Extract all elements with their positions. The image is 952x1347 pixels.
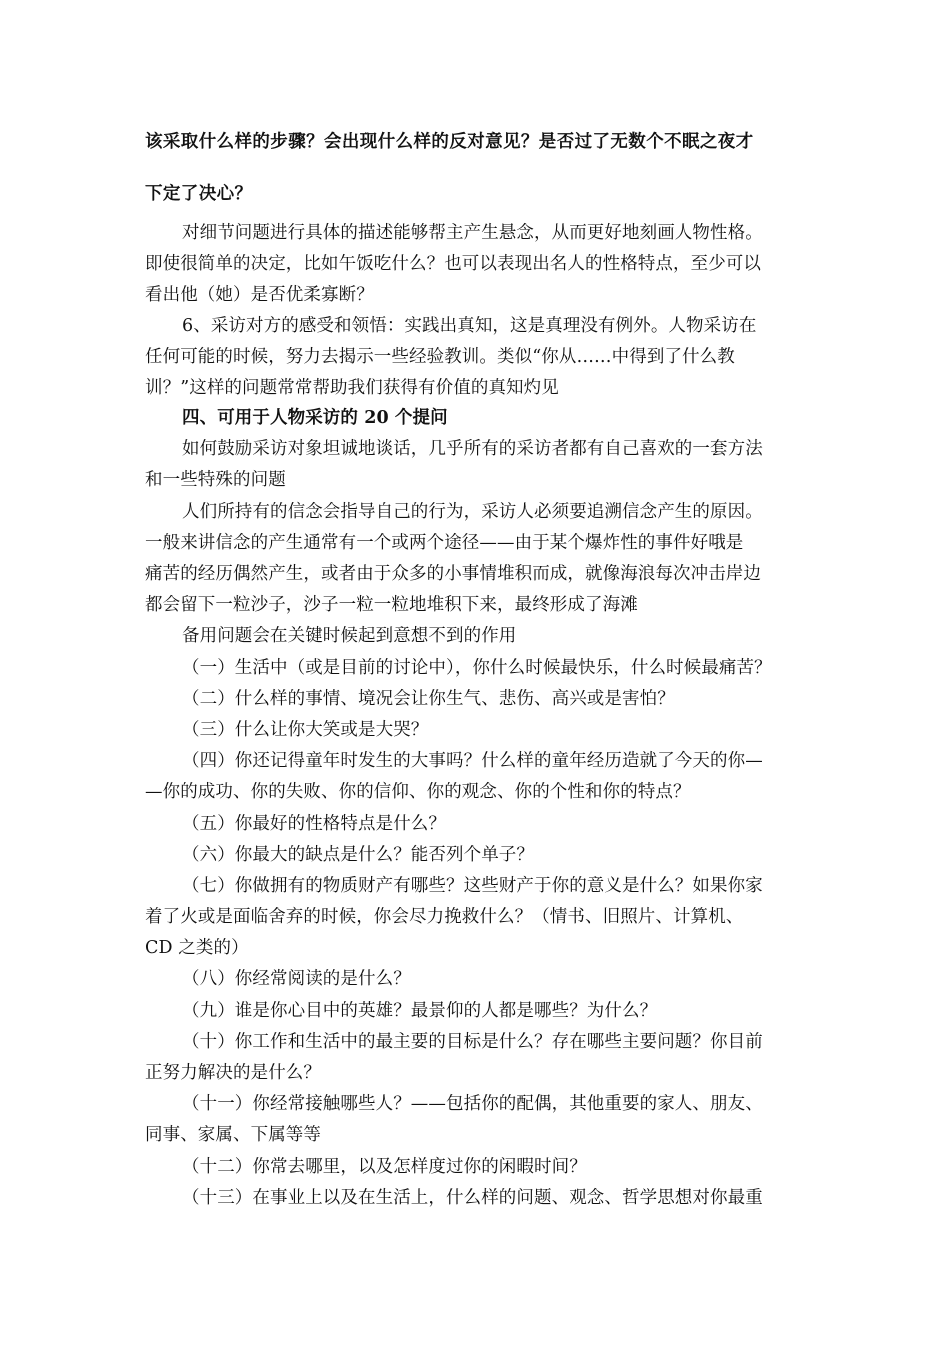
- question-item: （九）谁是你心目中的英雄？最景仰的人都是哪些？为什么？: [182, 1001, 658, 1021]
- question-item: （五）你最好的性格特点是什么？: [182, 814, 446, 834]
- question-item: （六）你最大的缺点是什么？能否列个单子？: [182, 845, 534, 865]
- question-item: （八）你经常阅读的是什么？: [182, 969, 411, 989]
- question-item: （一）生活中（或是目前的讨论中），你什么时候最快乐，什么时候最痛苦？: [182, 658, 772, 678]
- question-item: （十一）你经常接触哪些人？——包括你的配偶，其他重要的家人、朋友、: [182, 1094, 763, 1114]
- paragraph-line: 训？”这样的问题常常帮助我们获得有价值的真知灼见: [145, 378, 559, 398]
- paragraph-line: 即使很简单的决定，比如午饭吃什么？也可以表现出名人的性格特点，至少可以: [145, 254, 761, 274]
- paragraph-line: 备用问题会在关键时候起到意想不到的作用: [182, 626, 517, 646]
- paragraph-line: 如何鼓励采访对象坦诚地谈话，几乎所有的采访者都有自己喜欢的一套方法: [182, 439, 763, 459]
- question-item: （三）什么让你大笑或是大哭？: [182, 720, 429, 740]
- question-item: （二）什么样的事情、境况会让你生气、悲伤、高兴或是害怕？: [182, 689, 675, 709]
- paragraph-line: 6、采访对方的感受和领悟：实践出真知，这是真理没有例外。人物采访在: [182, 316, 757, 336]
- question-item-continued: 同事、家属、下属等等: [145, 1125, 321, 1145]
- question-item: （七）你做拥有的物质财产有哪些？这些财产于你的意义是什么？如果你家: [182, 876, 763, 896]
- question-item: （十三）在事业上以及在生活上，什么样的问题、观念、哲学思想对你最重: [182, 1188, 763, 1208]
- question-item-continued: —你的成功、你的失败、你的信仰、你的观念、你的个性和你的特点？: [145, 782, 691, 802]
- paragraph-line: 一般来讲信念的产生通常有一个或两个途径——由于某个爆炸性的事件好哦是: [145, 533, 744, 553]
- section-title: 四、可用于人物采访的 20 个提问: [182, 408, 448, 428]
- question-item: （十二）你常去哪里，以及怎样度过你的闲暇时间？: [182, 1157, 587, 1177]
- paragraph-line: 任何可能的时候，努力去揭示一些经验教训。类似“你从……中得到了什么教: [145, 347, 735, 367]
- paragraph-line: 人们所持有的信念会指导自己的行为，采访人必须要追溯信念产生的原因。: [182, 502, 763, 522]
- paragraph-line: 都会留下一粒沙子，沙子一粒一粒地堆积下来，最终形成了海滩: [145, 595, 638, 615]
- paragraph-line: 对细节问题进行具体的描述能够帮主产生悬念，从而更好地刻画人物性格。: [182, 223, 763, 243]
- heading-line: 下定了决心？: [145, 184, 253, 204]
- heading-line: 该采取什么样的步骤？会出现什么样的反对意见？是否过了无数个不眠之夜才: [145, 132, 754, 152]
- paragraph-line: 痛苦的经历偶然产生，或者由于众多的小事情堆积而成，就像海浪每次冲击岸边: [145, 564, 761, 584]
- question-item: （十）你工作和生活中的最主要的目标是什么？存在哪些主要问题？你目前: [182, 1032, 763, 1052]
- question-item-continued: 正努力解决的是什么？: [145, 1063, 321, 1083]
- question-item: （四）你还记得童年时发生的大事吗？什么样的童年经历造就了今天的你—: [182, 751, 763, 771]
- question-item-continued: CD 之类的）: [145, 938, 249, 958]
- question-item-continued: 着了火或是面临舍弃的时候，你会尽力挽救什么？（情书、旧照片、计算机、: [145, 907, 744, 927]
- paragraph-line: 看出他（她）是否优柔寡断？: [145, 285, 374, 305]
- paragraph-line: 和一些特殊的问题: [145, 470, 286, 490]
